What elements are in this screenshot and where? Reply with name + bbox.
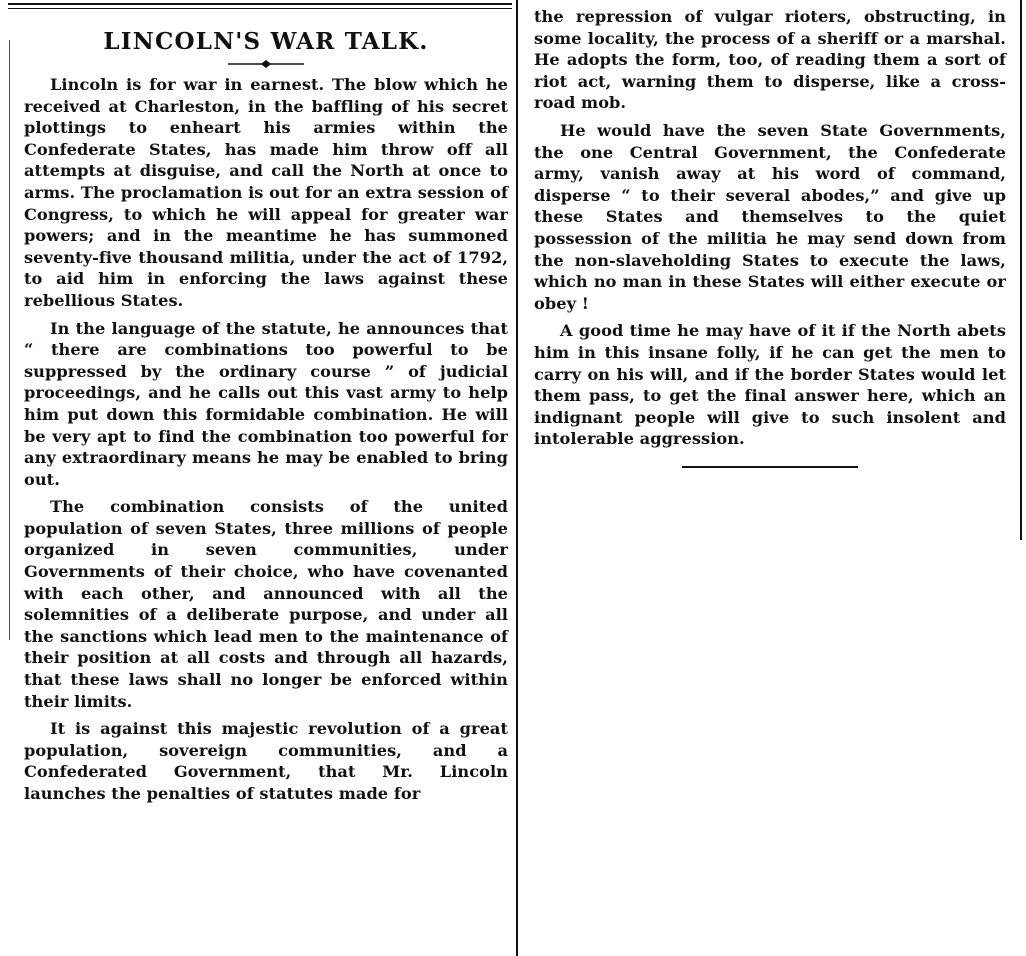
column-divider: [516, 0, 518, 956]
right-column: [534, 6, 1006, 468]
right-column-border: [1020, 0, 1022, 540]
left-column: [24, 28, 508, 811]
top-double-rule-lower: [8, 8, 512, 9]
paragraph-4: It is against this majestic revolution of a great population, sovereign communities, and a Confederated Government, that Mr. Lincoln launches the penalties of statutes made for: [24, 719, 508, 803]
headline-ornament-icon: [226, 60, 306, 68]
top-double-rule-upper: [8, 3, 512, 5]
paragraph-1: Lincoln is for war in earnest. The blow which he received at Charleston, in the baffling of his secret plottings to enheart his armies within the Confederate States, has made him throw off all attempts at disguise, and call the North at once to arms. The proclamation is out for an extra session of Congress, to which he will appeal for greater war powers; and in the meantime he has summoned seventy-five thousand militia, under the act of 1792, to aid him in enforcing the laws against these rebellious States.: [24, 75, 508, 310]
left-column-border: [9, 40, 10, 640]
paragraph-2: In the language of the statute, he announces that “ there are combinations too powerful to be suppressed by the ordinary course ” of judicial proceedings, and he calls out this vast army to help him put down this formidable combination. He will be very apt to find the combination too powerful for any extraordinary means he may be enabled to bring out.: [24, 318, 508, 489]
paragraph-4-continued: the repression of vulgar rioters, obstructing, in some locality, the process of a sheriff or a marshal. He adopts the form, too, of reading them a sort of riot act, warning them to disperse, like a cross-road mob.: [534, 7, 1006, 113]
paragraph-5: He would have the seven State Governments, the one Central Government, the Confederate army, vanish away at his word of command, disperse “ to their several abodes,” and give up these States and themselves to the quiet possession of the militia he may send down from the non-slaveholding States to execute the laws, which no man in these States will either execute or obey !: [534, 120, 1006, 313]
paragraph-6: A good time he may have of it if the North abets him in this insane folly, if he can get the men to carry on his will, and if the border States would let them pass, to get the final answer here, which an indignant people will give to such insolent and intolerable aggression.: [534, 321, 1006, 449]
article-end-rule: [682, 466, 858, 468]
paragraph-3: The combination consists of the united population of seven States, three millions of people organized in seven communities, under Governments of their choice, who have covenanted with each other, and announced with all the solemnities of a deliberate purpose, and under all the sanctions which lead men to the maintenance of their position at all costs and through all hazards, that these laws shall no longer be enforced within their limits.: [24, 497, 508, 711]
article-headline: LINCOLN'S WAR TALK.: [103, 28, 429, 55]
